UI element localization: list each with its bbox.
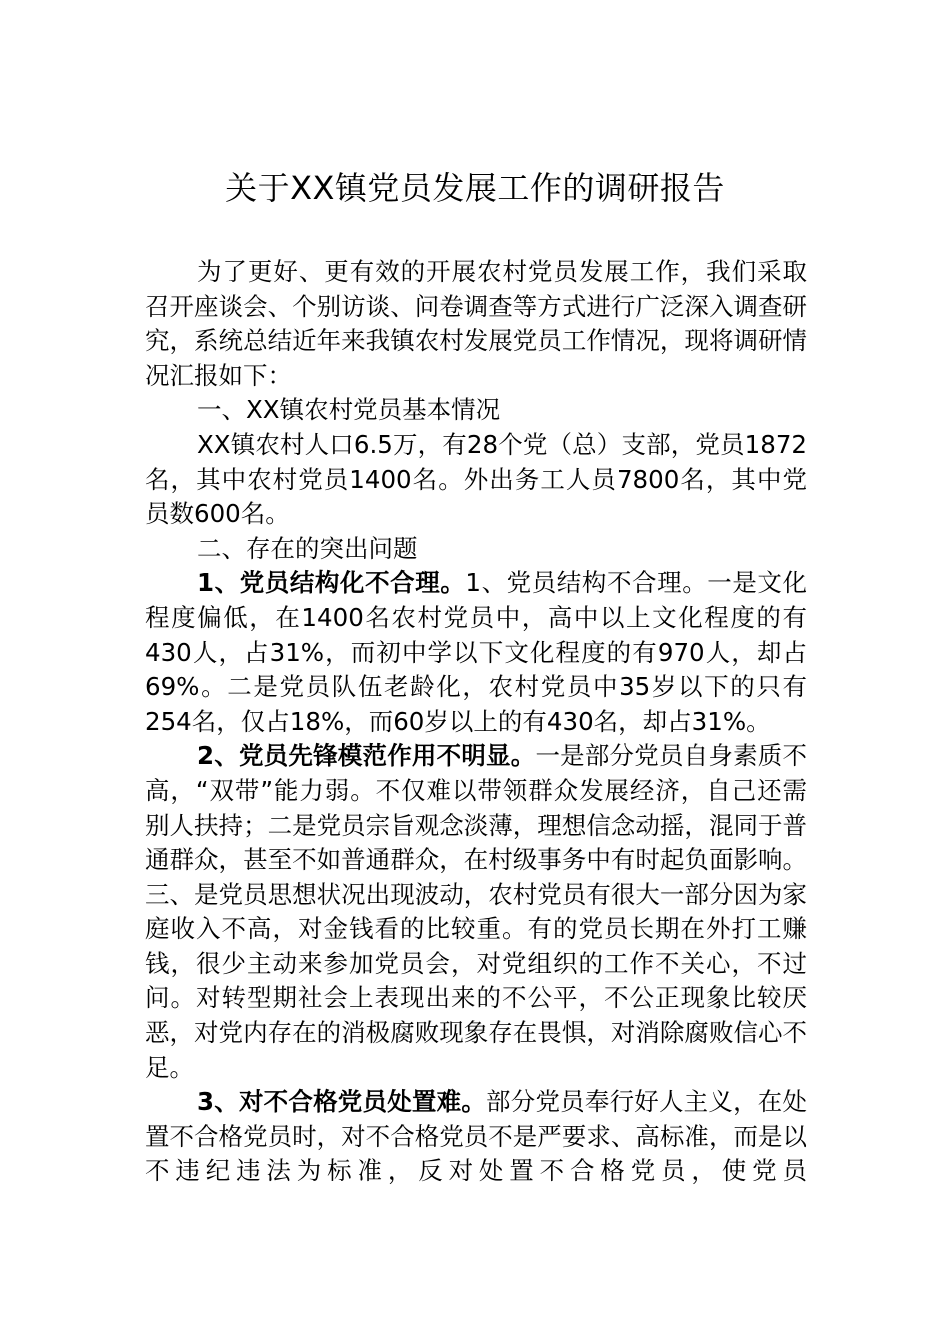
problem-3-text: 部分党员奉行好人主义，在处置不合格党员时，对不合格党员不是严要求、高标准，而是以不违纪违法为标准，反对处置不合格党员，使党员 xyxy=(145,1087,808,1186)
problem-3-paragraph xyxy=(145,1085,807,1189)
section-heading-problems: 二、存在的突出问题 xyxy=(197,533,418,563)
problem-1-lead: 1、党员结构化不合理。 xyxy=(197,568,466,598)
section-heading-basic-situation: 一、XX镇农村党员基本情况 xyxy=(197,395,501,425)
intro-paragraph: 为了更好、更有效的开展农村党员发展工作，我们采取召开座谈会、个别访谈、问卷调查等方式进行广泛深入调查研究，系统总结近年来我镇农村发展党员工作情况，现将调研情况汇报如下： xyxy=(145,257,807,390)
basic-situation-paragraph: XX镇农村人口6.5万，有28个党（总）支部，党员1872名，其中农村党员1400名。外出务工人员7800名，其中党员数600名。 xyxy=(145,429,807,529)
document-body xyxy=(145,255,807,1189)
problem-2-lead: 2、党员先锋模范作用不明显。 xyxy=(197,741,536,771)
problem-2-paragraph xyxy=(145,739,807,1085)
problem-3-lead: 3、对不合格党员处置难。 xyxy=(197,1087,487,1117)
problem-1-paragraph xyxy=(145,566,807,739)
problem-2-text: 一是部分党员自身素质不高，“双带”能力弱。不仅难以带领群众发展经济，自己还需别人扶持；二是党员宗旨观念淡薄，理想信念动摇，混同于普通群众，甚至不如普通群众，在村级事务中有时起负面影响。三、是党员思想状况出现波动，农村党员有很大一部分因为家庭收入不高，对金钱看的比较重。有的党员长期在外打工赚钱，很少主动来参加党员会，对党组织的工作不关心，不过问。对转型期社会上表现出来的不公平，不公正现象比较厌恶，对党内存在的消极腐败现象存在畏惧，对消除腐败信心不足。 xyxy=(145,741,808,1082)
document-title: 关于XX镇党员发展工作的调研报告 xyxy=(225,169,725,207)
problem-1-text: 1、党员结构不合理。一是文化程度偏低，在1400名农村党员中，高中以上文化程度的有430人，占31%，而初中学以下文化程度的有970人，却占69%。二是党员队伍老龄化，农村党员中35岁以下的只有254名，仅占18%，而60岁以上的有430名，却占31%。 xyxy=(145,568,807,736)
